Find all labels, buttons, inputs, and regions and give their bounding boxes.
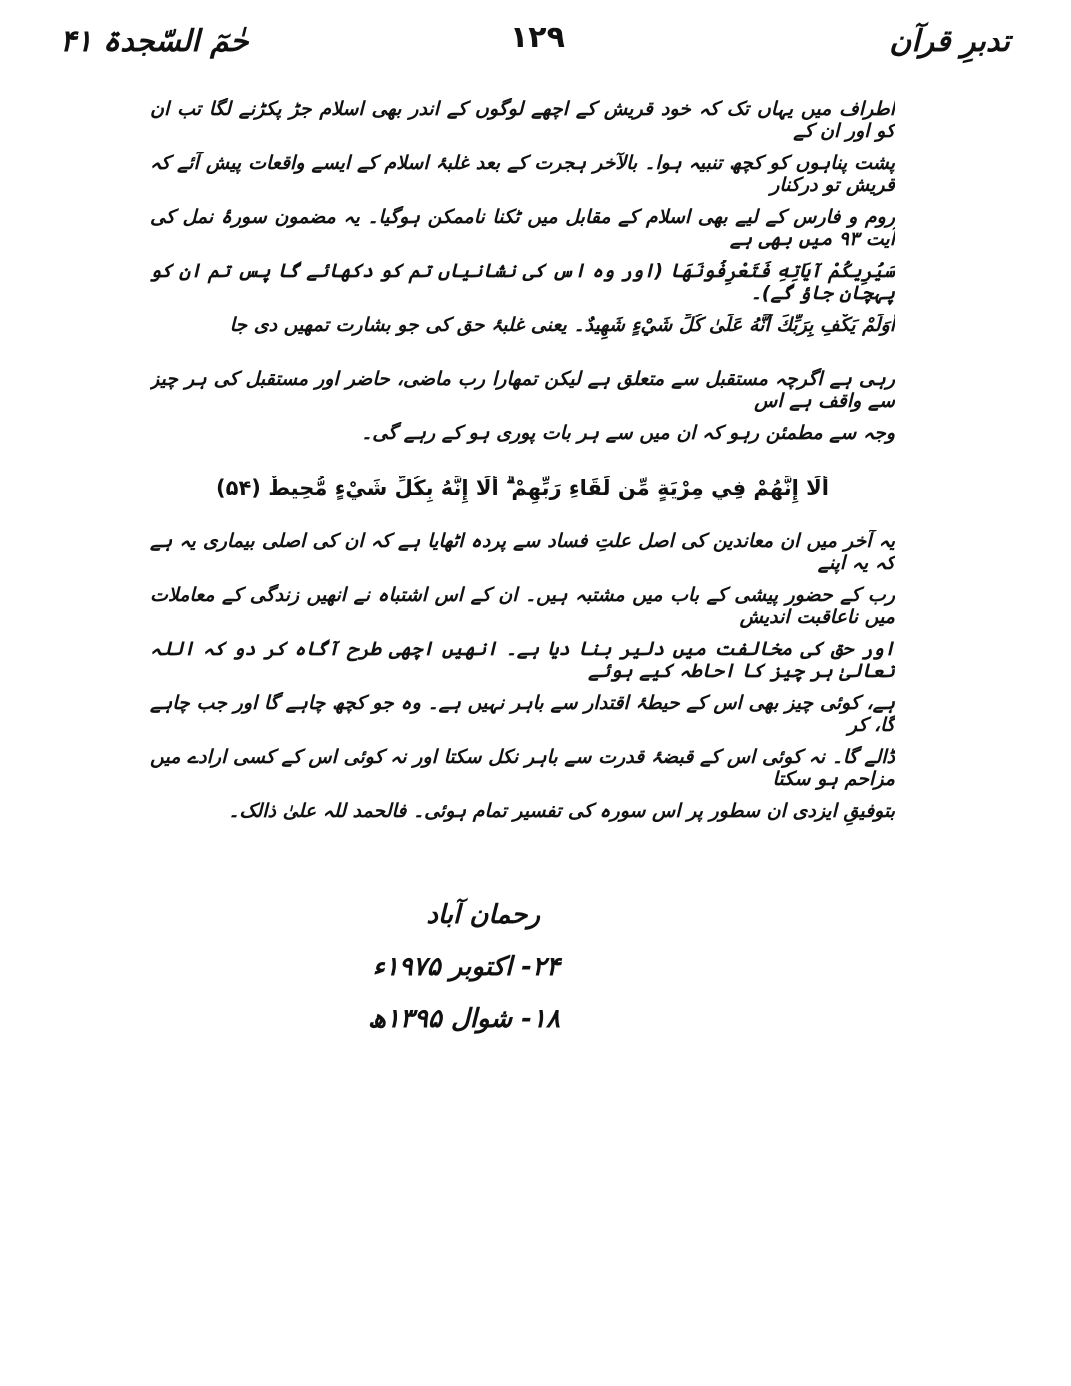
text-line: اطراف میں یہاں تک کہ خود قریش کے اچھے لوگوں کے اندر بھی اسلام جڑ پکڑنے لگا تب ان کو اور ان کے [150,98,895,142]
body-text [150,98,895,854]
text-line: ڈالے گا۔ نہ کوئی اس کے قبضۂ قدرت سے باہر نکل سکتا اور نہ کوئی اس کے کسی ارادے میں مزاحم ہو سکتا [150,746,895,790]
text-line: رب کے حضور پیشی کے باب میں مشتبہ ہیں۔ ان کے اس اشتباہ نے انھیں زندگی کے معاملات میں ناعاقبت اندیش [150,584,895,628]
signature-date-gregorian: ۲۴- اکتوبر ۱۹۷۵ء [372,952,560,982]
signature-block [330,900,560,1056]
page-number: ۱۲۹ [510,20,565,55]
text-line: وجہ سے مطمئن رہو کہ ان میں سے ہر بات پوری ہو کے رہے گی۔ [361,422,895,444]
signature-date-hijri: ۱۸- شوال ۱۳۹۵ھ [367,1004,560,1034]
text-line: روم و فارس کے لیے بھی اسلام کے مقابل میں ٹکنا ناممکن ہوگیا۔ یہ مضمون سورۂ نمل کی آیت ۹۳ میں بھی ہے [150,206,895,250]
text-line: بتوفیقِ ایزدی ان سطور پر اس سورہ کی تفسیر تمام ہوئی۔ فالحمد للہ علیٰ ذالک۔ [228,800,895,822]
surah-header: حٰمٓ السّجدۃ ۴۱ [60,24,249,59]
text-line: ہے، کوئی چیز بھی اس کے حیطۂ اقتدار سے باہر نہیں ہے۔ وہ جو کچھ چاہے گا اور جب چاہے گا، کر [150,692,895,736]
text-line: رہی ہے اگرچہ مستقبل سے متعلق ہے لیکن تمھارا رب ماضی، حاضر اور مستقبل کی ہر چیز سے واقف ہے اس [150,368,895,412]
book-title: تدبرِ قرآن [889,24,1010,59]
text-line: پشت پناہوں کو کچھ تنبیہ ہوا۔ بالآخر ہجرت کے بعد غلبۂ اسلام کے ایسے واقعات پیش آئے کہ قریش تو درکنار [150,152,895,196]
text-line: أَوَلَمْ يَكْفِ بِرَبِّكَ أَنَّهُ عَلَىٰ كُلِّ شَيْءٍ شَهِيدٌ۔ یعنی غلبۂ حق کی جو بشارت تمھیں دی جا [229,314,895,336]
page-header [60,18,1010,68]
quran-verse: أَلَا إِنَّهُمْ فِي مِرْيَةٍ مِّن لِّقَاءِ رَبِّهِمْ ۗ أَلَا إِنَّهُ بِكُلِّ شَيْءٍ مُّحِيطٌ (۵۴) [216,476,829,500]
text-line: اور حق کی مخالفت میں دلیر بنا دیا ہے۔ انھیں اچھی طرح آگاہ کر دو کہ اللہ تعالیٰ ہر چیز کا احاطہ کیے ہوئے [150,638,895,682]
text-line: یہ آخر میں ان معاندین کی اصل علتِ فساد سے پردہ اٹھایا ہے کہ ان کی اصلی بیماری یہ ہے کہ یہ اپنے [150,530,895,574]
text-line: سَيُرِيكُمْ آيَاتِهِ فَتَعْرِفُونَهَا (اور وہ اس کی نشانیاں تم کو دکھائے گا پس تم ان کو پہچان جاؤ گے)۔ [150,260,895,304]
signature-place: رحمان آباد [426,900,540,930]
